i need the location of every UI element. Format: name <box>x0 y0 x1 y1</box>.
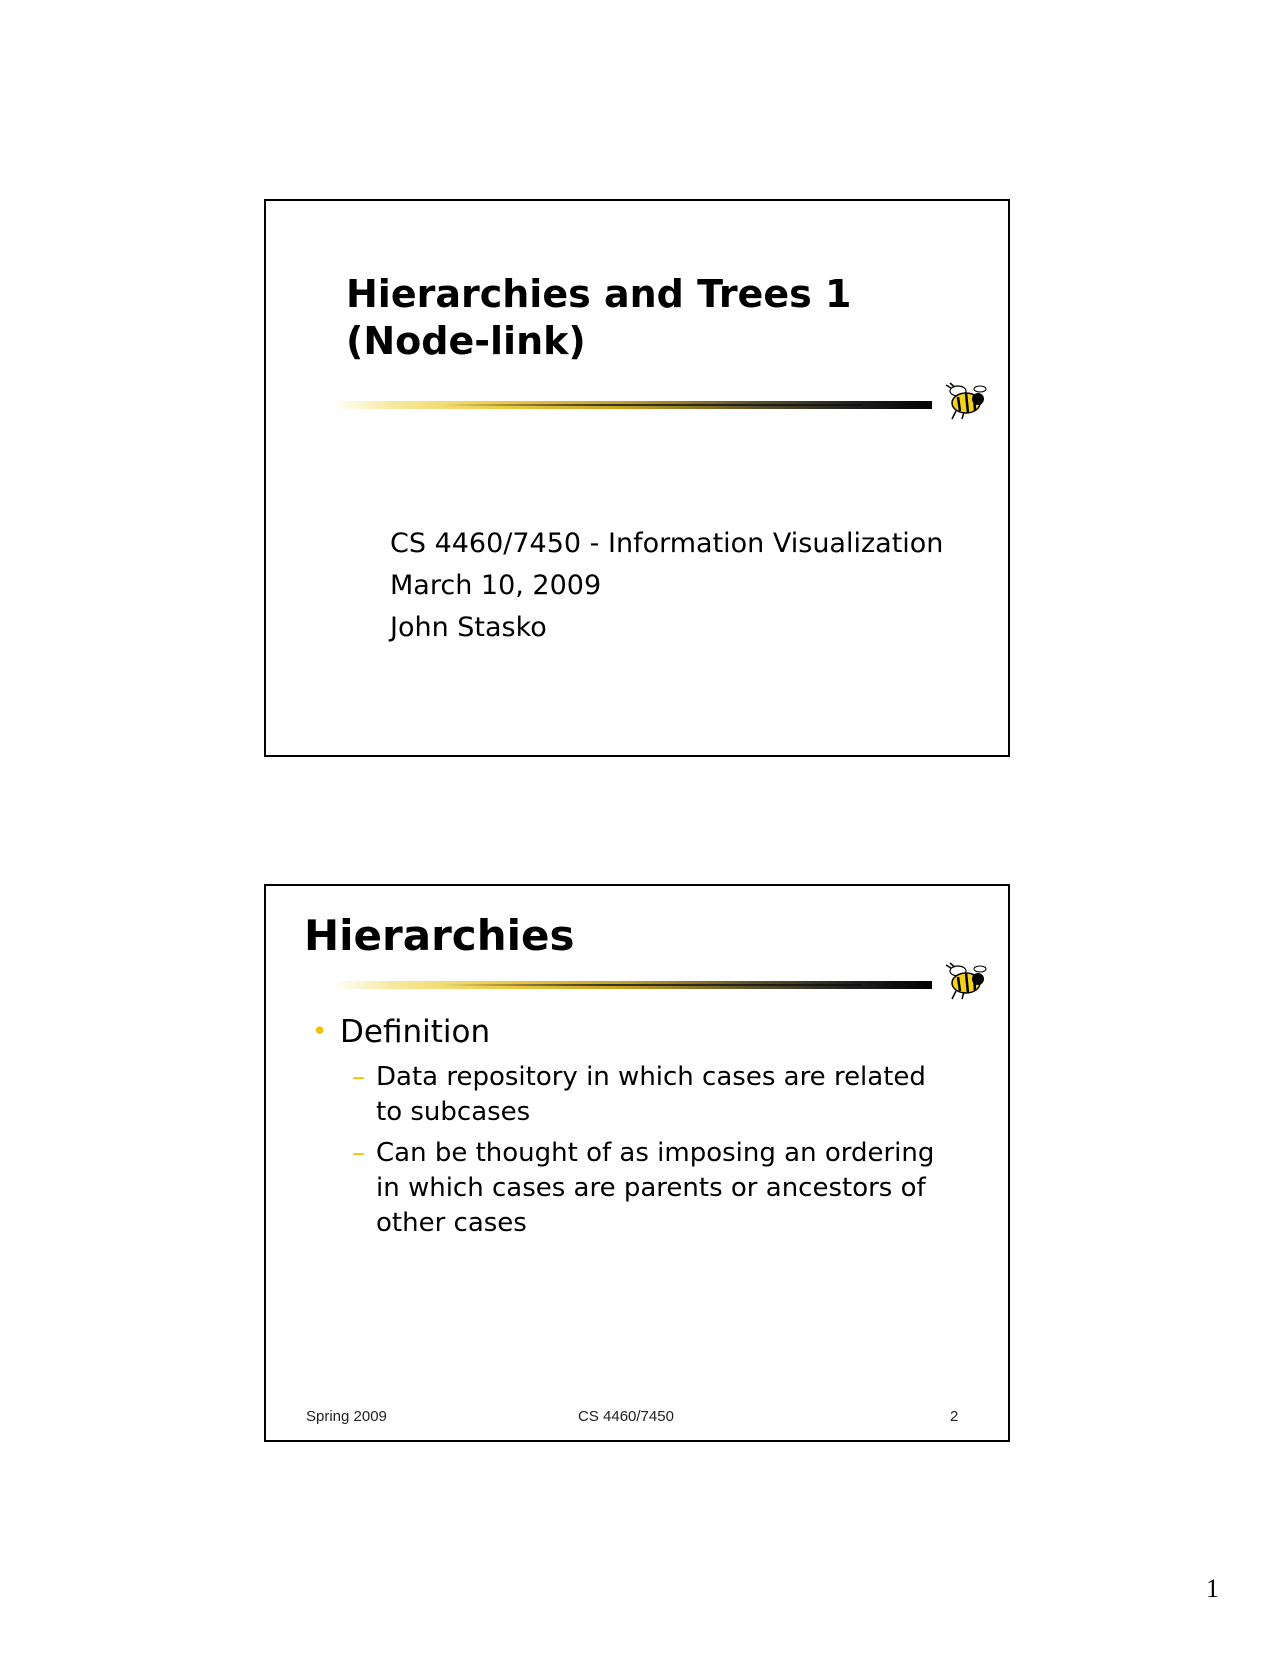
course-name: CS 4460/7450 - Information Visualization <box>390 528 944 559</box>
subbullet-marker: – <box>352 1062 365 1092</box>
yellow-jacket-icon <box>942 381 988 421</box>
title-rule <box>332 401 932 409</box>
bullet-list <box>310 1010 970 1241</box>
footer-term: Spring 2009 <box>306 1408 387 1425</box>
slide-title: Hierarchies <box>304 911 575 960</box>
bullet-marker: • <box>312 1017 328 1047</box>
yellow-jacket-icon <box>942 961 988 1001</box>
bullet-text: Definition <box>340 1014 491 1050</box>
subbullet-text: Data repository in which cases are related to subcases <box>376 1062 926 1127</box>
author-name: John Stasko <box>390 612 547 643</box>
title-line-2: (Node-link) <box>346 319 586 363</box>
slide-title <box>346 271 851 365</box>
bullet-definition <box>310 1010 970 1054</box>
subbullet-1 <box>310 1060 970 1130</box>
subbullet-text: Can be thought of as imposing an ordering in which cases are parents or ancestors of other cases <box>376 1138 935 1238</box>
subbullet-marker: – <box>352 1138 365 1168</box>
title-line-1: Hierarchies and Trees 1 <box>346 272 852 316</box>
page-number: 1 <box>1206 1574 1219 1603</box>
lecture-date: March 10, 2009 <box>390 570 602 601</box>
slide-1 <box>264 199 1010 757</box>
footer-slide-number: 2 <box>950 1408 959 1425</box>
title-rule <box>332 981 932 989</box>
subtitle-block <box>390 523 943 649</box>
subbullet-2 <box>310 1136 970 1241</box>
slide-2 <box>264 884 1010 1442</box>
footer-course: CS 4460/7450 <box>578 1408 674 1425</box>
